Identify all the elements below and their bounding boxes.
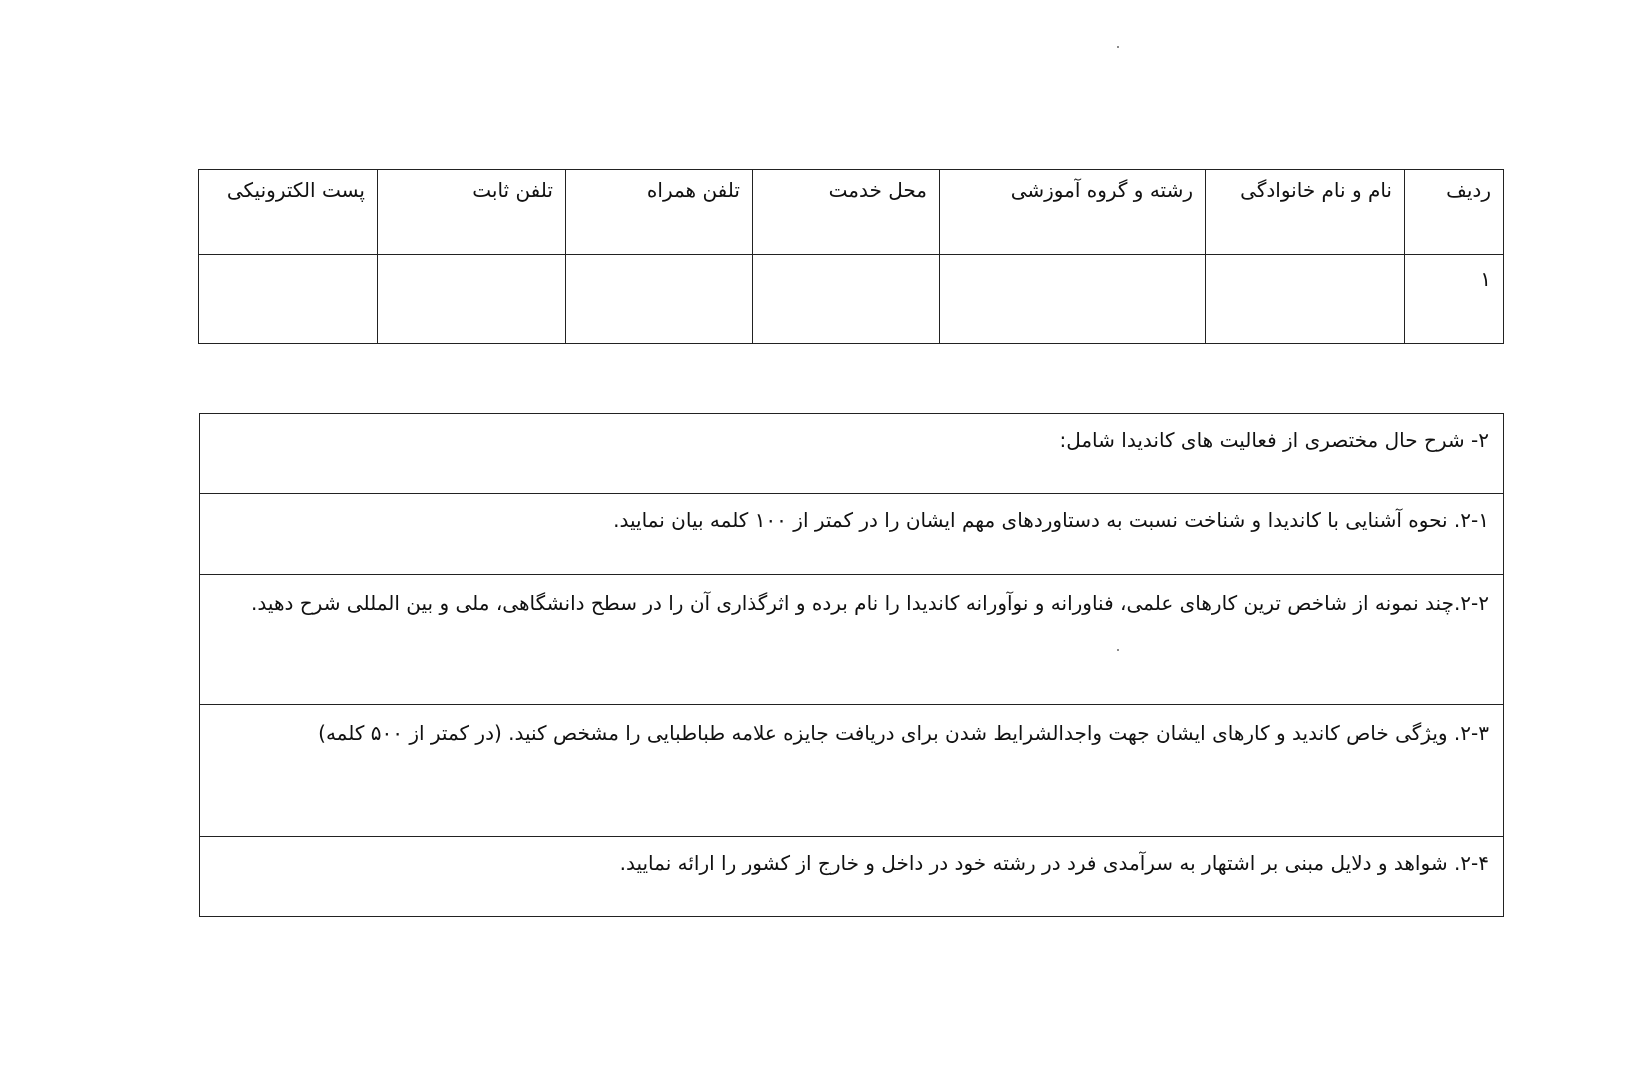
table-row bbox=[199, 255, 1504, 344]
section-2-2-notable-works[interactable] bbox=[200, 575, 1503, 705]
header-full-name: نام و نام خانوادگی bbox=[1206, 170, 1405, 255]
cell-workplace[interactable] bbox=[753, 255, 940, 344]
cell-mobile-phone[interactable] bbox=[566, 255, 753, 344]
section-prompt: ۲-۴. شواهد و دلایل مبنی بر اشتهار به سرآمدی فرد در رشته خود در داخل و خارج از کشور را ارائه نمایید. bbox=[619, 851, 1489, 875]
section-2-3-special-features[interactable] bbox=[200, 705, 1503, 837]
cell-field-department[interactable] bbox=[940, 255, 1206, 344]
cell-row-number: ۱ bbox=[1405, 255, 1504, 344]
candidate-description-sections bbox=[199, 413, 1504, 917]
header-landline-phone: تلفن ثابت bbox=[378, 170, 566, 255]
section-prompt: ۲-۱. نحوه آشنایی با کاندیدا و شناخت نسبت به دستاوردهای مهم ایشان را در کمتر از ۱۰۰ کلمه بیان نمایید. bbox=[613, 508, 1489, 532]
candidate-info-table bbox=[198, 169, 1504, 344]
section-2-1-acquaintance[interactable] bbox=[200, 494, 1503, 575]
header-field-department: رشته و گروه آموزشی bbox=[940, 170, 1206, 255]
section-activities-summary[interactable] bbox=[200, 414, 1503, 494]
scan-speck bbox=[1117, 46, 1119, 48]
header-workplace: محل خدمت bbox=[753, 170, 940, 255]
section-heading: ۲- شرح حال مختصری از فعالیت های کاندیدا شامل: bbox=[1059, 428, 1489, 452]
cell-email[interactable] bbox=[199, 255, 378, 344]
cell-landline-phone[interactable] bbox=[378, 255, 566, 344]
header-email: پست الکترونیکی bbox=[199, 170, 378, 255]
table-header-row bbox=[199, 170, 1504, 255]
header-mobile-phone: تلفن همراه bbox=[566, 170, 753, 255]
section-prompt: ۲-۲.چند نمونه از شاخص ترین کارهای علمی، فناورانه و نوآورانه کاندیدا را نام برده و اثرگذاری آن را در سطح دانشگاهی، ملی و بین المللی شرح دهید. bbox=[251, 591, 1489, 615]
header-row-number: ردیف bbox=[1405, 170, 1504, 255]
section-prompt: ۲-۳. ویژگی خاص کاندید و کارهای ایشان جهت واجدالشرایط شدن برای دریافت جایزه علامه طباطبایی را مشخص کنید. (در کمتر از ۵۰۰ کلمه) bbox=[318, 721, 1489, 745]
cell-full-name[interactable] bbox=[1206, 255, 1405, 344]
section-2-4-evidence[interactable] bbox=[200, 837, 1503, 916]
